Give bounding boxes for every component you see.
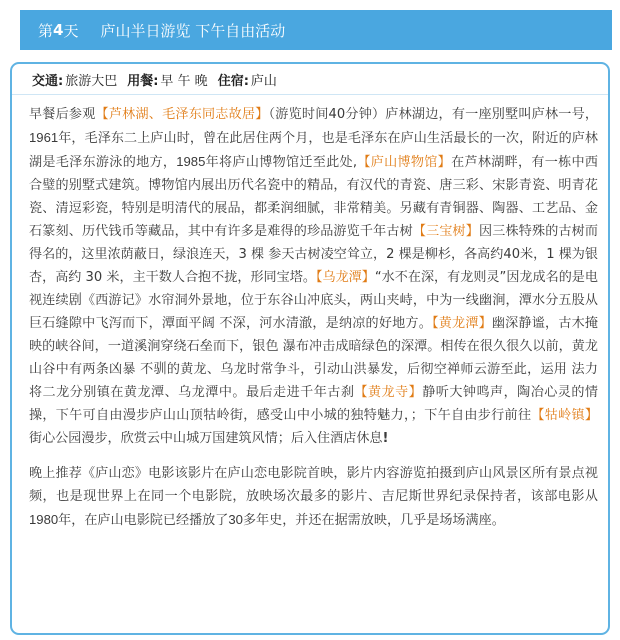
- day-suffix: 天: [63, 21, 79, 40]
- year-number: 1961: [29, 130, 59, 145]
- highlight-spot-wulong-pool: 【乌龙潭】: [315, 270, 375, 285]
- itinerary-body: [12, 95, 608, 532]
- info-row: [12, 64, 608, 95]
- highlight-spot-lulin-lake: 【芦林湖、毛泽东同志故居】: [95, 107, 269, 122]
- itinerary-card: [10, 62, 610, 635]
- meal-value: 早 午 晚: [160, 73, 208, 89]
- day-title: 庐山半日游览 下午自由活动: [100, 21, 286, 40]
- text-segment: 晚上推荐《庐山恋》电影该影片在庐山恋电影院首映，影片内容游览拍摄到庐山风景区所有景点视频，也是现世界上在同一个电影院，放映场次最多的影片、吉尼斯世界纪录保持者，该部电影从: [29, 466, 598, 504]
- text-segment: 年，在庐山电影院已经播放了: [58, 513, 229, 528]
- text-segment: 年将庐山博物馆迁至此处,: [205, 155, 358, 170]
- description-paragraph: [29, 103, 598, 450]
- text-segment: 在芦林湖畔，有一栋中西合璧的别墅式建筑。博物馆内展出历代名瓷中的精品，有汉代的青瓷、唐三彩、宋影青瓷、明青花瓷、清逗彩瓷，特别是明清代的展品，都柔润细腻，非常精美。另藏有青铜器、陶器、工艺品、金石篆刻、历代钱币等藏品，其中有许多是难得的珍品游览千年古树: [29, 155, 599, 239]
- text-segment: “水不在深，有龙则灵”因龙成名的是电视连续剧《西游记》水帘洞外景地，位于东谷山冲底头，两山夹峙，中为一线幽涧，潭水分五股从巨石缝隙中飞泻而下，潭面平阔 不深，河水清澈，是纳凉的好地方。: [29, 270, 598, 331]
- highlight-spot-museum: 【庐山博物馆】: [357, 155, 452, 170]
- text-segment: 静听大钟鸣声，陶冶心灵的情操，下午可自由漫步庐山山顶牯岭街，感受山中小城的独特魅力，；下午自由步行前往: [29, 385, 599, 423]
- text-segment: 多年史，并还在据需放映，几乎是场场满座。: [242, 513, 505, 528]
- day-number: 4: [53, 21, 64, 39]
- exclamation-mark: !: [382, 431, 389, 446]
- transport-value: 旅游大巴: [65, 73, 118, 89]
- highlight-spot-three-trees: 【三宝树】: [412, 224, 480, 239]
- day-prefix: 第: [38, 21, 54, 40]
- evening-paragraph: [29, 462, 598, 532]
- text-segment: 因三株特殊的古树而得名的，这里浓荫蔽日，绿浪连天，3 棵 参天古树凌空耸立，2 棵是柳杉，各高约40米，1 棵为银杏，高约 30 米，主干数人合抱不拢，形同宝塔。: [29, 224, 599, 285]
- meal-label: 用餐:: [127, 73, 159, 89]
- highlight-spot-huanglong-temple: 【黄龙寺】: [354, 385, 423, 400]
- stay-label: 住宿:: [217, 73, 249, 89]
- text-segment: 年，毛泽东二上庐山时，曾在此居住两个月，也是毛泽东在庐山生活最长的一次，附近的庐林湖是毛泽东游泳的地方，: [29, 131, 598, 170]
- text-segment: 街心公园漫步，欣赏云中山城万国建筑风情；后入住酒店休息: [29, 431, 383, 446]
- text-segment: 幽深静谧，古木掩映的峡谷间，一道溪涧穿绕石垒而下，银色 瀑布冲击成暗绿色的深潭。相传在很久很久以前，黄龙山谷中有两条凶暴 不驯的黄龙、乌龙时常争斗，引动山洪暴发，后彻空禅师云游至此，运用 法力将二龙分别镇在黄龙潭、乌龙潭中。最后走进千年古刹: [29, 316, 598, 400]
- day-header: [20, 10, 612, 50]
- transport-label: 交通:: [32, 73, 64, 89]
- year-number: 1980: [29, 512, 59, 527]
- year-number: 1985: [176, 154, 206, 169]
- text-segment: 早餐后参观: [29, 107, 96, 122]
- text-segment: （游览时间40分钟）庐林湖边，有一座別墅叫庐林一号，: [268, 107, 598, 122]
- years-count: 30: [228, 512, 243, 527]
- highlight-spot-guling-town: 【牯岭镇】: [531, 408, 599, 423]
- stay-value: 庐山: [250, 73, 277, 89]
- highlight-spot-huanglong-pool: 【黄龙潭】: [432, 316, 492, 331]
